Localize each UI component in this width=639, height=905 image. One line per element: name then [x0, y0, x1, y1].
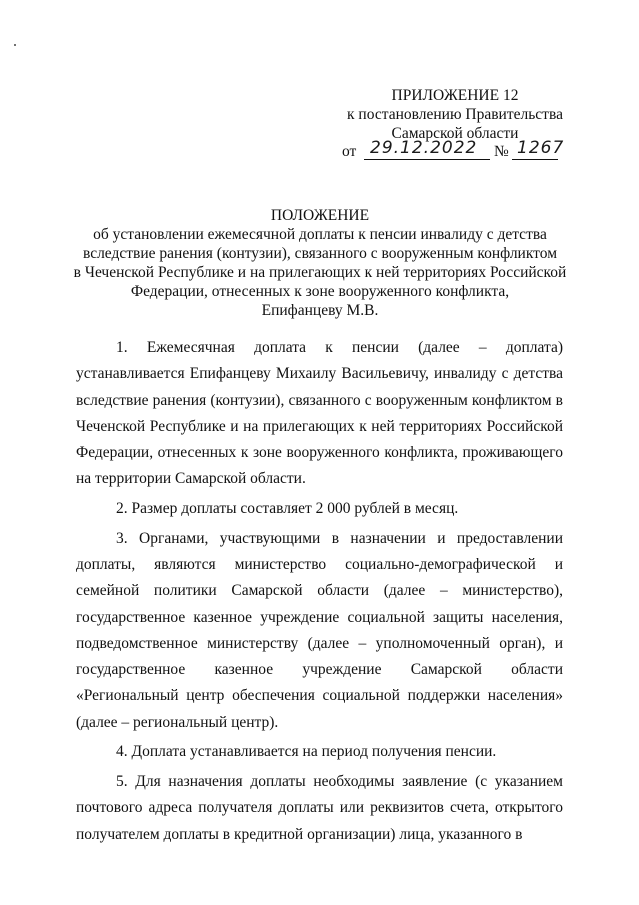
- title-line-1: об установлении ежемесячной доплаты к пенсии инвалиду с детства: [93, 226, 547, 243]
- date-prefix: от: [342, 143, 357, 160]
- number-underline: [512, 159, 558, 160]
- title-heading: ПОЛОЖЕНИЕ: [270, 207, 370, 224]
- title-line-2: вследствие ранения (контузии), связанного с вооруженным конфликтом: [82, 245, 558, 262]
- scan-speck: [14, 44, 16, 46]
- handwritten-number: 1267: [517, 138, 565, 158]
- title-line-5: Епифанцеву М.В.: [261, 302, 379, 319]
- appendix-line-2: Самарской области: [391, 125, 519, 142]
- appendix-line-1: к постановлению Правительства: [347, 106, 563, 123]
- title-line-4: Федерации, отнесенных к зоне вооруженного конфликта,: [130, 283, 510, 300]
- title-line-3: в Чеченской Республике и на прилегающих к ней территориях Российской: [73, 264, 567, 281]
- paragraph-3: 3. Органами, участвующими в назначении и предоставлении доплаты, являются министерство социально-демографической и семейной политики Самарской области (далее – министерство), государственное казенное учреждение социальной защиты населения, подведомственное министерству (далее – уполномоченный орган), и государственное казенное учреждение Самарской области «Региональный центр обеспечения социальной поддержки населения» (далее – региональный центр).: [76, 529, 563, 731]
- paragraph-2: 2. Размер доплаты составляет 2 000 рублей в месяц.: [116, 500, 459, 518]
- paragraph-1: 1. Ежемесячная доплата к пенсии (далее – доплата) устанавливается Епифанцеву Михаилу Васильевичу, инвалиду с детства вследствие ранения (контузии), связанного с вооруженным конфликтом в Чеченской Республике и на прилегающих к ней территориях Российской Федерации, отнесенных к зоне вооруженного конфликта, проживающего на территории Самарской области.: [76, 339, 563, 488]
- handwritten-date: 29.12.2022: [370, 138, 478, 158]
- date-number-line: [342, 140, 572, 162]
- document-title: [70, 206, 570, 320]
- appendix-label: ПРИЛОЖЕНИЕ 12: [391, 87, 519, 104]
- appendix-block: [330, 86, 580, 143]
- paragraph-5: 5. Для назначения доплаты необходимы заявление (с указанием почтового адреса получателя доплаты или реквизитов счета, открытого получателем доплаты в кредитной организации) лица, указанного в: [76, 772, 563, 843]
- number-prefix: №: [494, 143, 509, 160]
- date-underline: [364, 159, 490, 160]
- paragraph-4: 4. Доплата устанавливается на период получения пенсии.: [116, 743, 497, 761]
- document-body: [76, 335, 563, 851]
